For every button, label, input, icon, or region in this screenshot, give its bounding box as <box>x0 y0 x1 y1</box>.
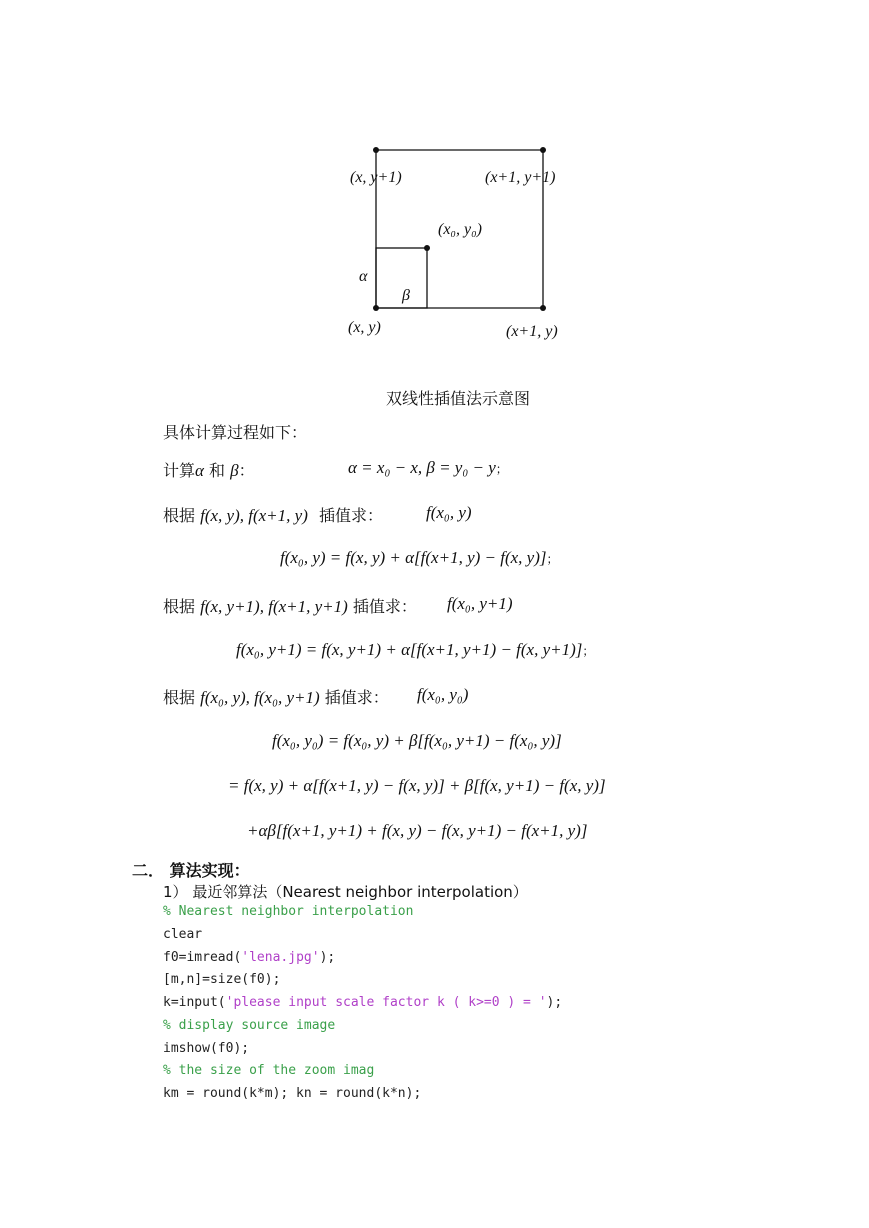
equation-5: +αβ[f(x+1, y+1) + f(x, y) − f(x, y+1) − f(x+1, y)] <box>247 821 588 840</box>
code-line-4: [m,n]=size(f0); <box>163 972 281 987</box>
equation-1: f(x₀, y) = f(x, y) + α[f(x+1, y) − f(x, y)]； <box>280 548 559 567</box>
corner-dot-top-left <box>373 147 379 153</box>
code-line-3: f0=imread('lena.jpg'); <box>163 950 336 965</box>
step1-line <box>163 503 383 526</box>
step3-line <box>163 685 389 708</box>
step1-terms: f(x, y), f(x+1, y) <box>200 506 308 525</box>
step3-terms: f(x₀, y), f(x₀, y+1) <box>200 688 320 707</box>
step2-terms: f(x, y+1), f(x+1, y+1) <box>200 597 348 616</box>
subsection-number: 1） <box>163 883 188 901</box>
target-point-dot <box>424 245 430 251</box>
code-string-filename: 'lena.jpg' <box>241 950 320 965</box>
step1-target: f(x₀, y) <box>426 503 472 522</box>
corner-dot-top-right <box>540 147 546 153</box>
corner-dot-bottom-right <box>540 305 546 311</box>
step2-target: f(x₀, y+1) <box>447 594 513 613</box>
equation-3: f(x₀, y₀) = f(x₀, y) + β[f(x₀, y+1) − f(x₀, y)] <box>272 731 562 750</box>
step3-prefix: 根据 <box>163 688 196 707</box>
intro-text: 具体计算过程如下： <box>163 423 308 442</box>
equation-4: = f(x, y) + α[f(x+1, y) − f(x, y)] + β[f(x, y+1) − f(x, y)] <box>228 776 606 795</box>
calc-formula: α = x₀ − x, β = y₀ − y； <box>348 458 508 477</box>
section-title: 二． 算法实现： <box>132 861 250 880</box>
corner-dot-bottom-left <box>373 305 379 311</box>
step1-prefix: 根据 <box>163 506 196 525</box>
equation-2: f(x₀, y+1) = f(x, y+1) + α[f(x+1, y+1) − f(x, y+1)]； <box>236 640 595 659</box>
step2-line <box>163 594 417 617</box>
label-point: (x₀, y₀) <box>438 221 482 238</box>
label-bottom-left: (x, y) <box>348 319 381 336</box>
label-top-left: (x, y+1) <box>350 169 402 186</box>
subsection-label: 最近邻算法（Nearest neighbor interpolation） <box>192 883 528 901</box>
label-top-right: (x+1, y+1) <box>485 169 556 186</box>
calc-line <box>163 458 255 481</box>
code-line-8: % the size of the zoom imag <box>163 1063 375 1078</box>
step3-suffix: 插值求： <box>324 688 389 707</box>
bilinear-diagram <box>340 140 580 350</box>
code-line-6: % display source image <box>163 1018 336 1033</box>
code-line-2: clear <box>163 927 203 942</box>
step2-prefix: 根据 <box>163 597 196 616</box>
label-bottom-right: (x+1, y) <box>506 323 558 340</box>
code-string-prompt: 'please input scale factor k ( k>=0 ) = ' <box>225 995 547 1010</box>
calc-colon: ： <box>238 461 255 480</box>
calc-and: 和 <box>209 461 226 480</box>
subsection-title <box>163 881 528 902</box>
calc-alpha: α <box>195 461 204 480</box>
calc-semicolon: ； <box>495 462 508 476</box>
figure-caption: 双线性插值法示意图 <box>386 389 531 408</box>
code-line-7: imshow(f0); <box>163 1041 250 1056</box>
step3-target: f(x₀, y₀) <box>417 685 469 704</box>
step2-suffix: 插值求： <box>352 597 417 616</box>
code-line-5: k=input('please input scale factor k ( k>=0 ) = '); <box>163 995 563 1010</box>
label-beta: β <box>402 287 410 304</box>
calc-beta: β <box>230 461 239 480</box>
calc-prefix: 计算 <box>163 461 196 480</box>
code-line-1: % Nearest neighbor interpolation <box>163 904 414 919</box>
code-line-9: km = round(k*m); kn = round(k*n); <box>163 1086 422 1101</box>
label-alpha: α <box>359 268 368 285</box>
step1-suffix: 插值求： <box>318 506 383 525</box>
